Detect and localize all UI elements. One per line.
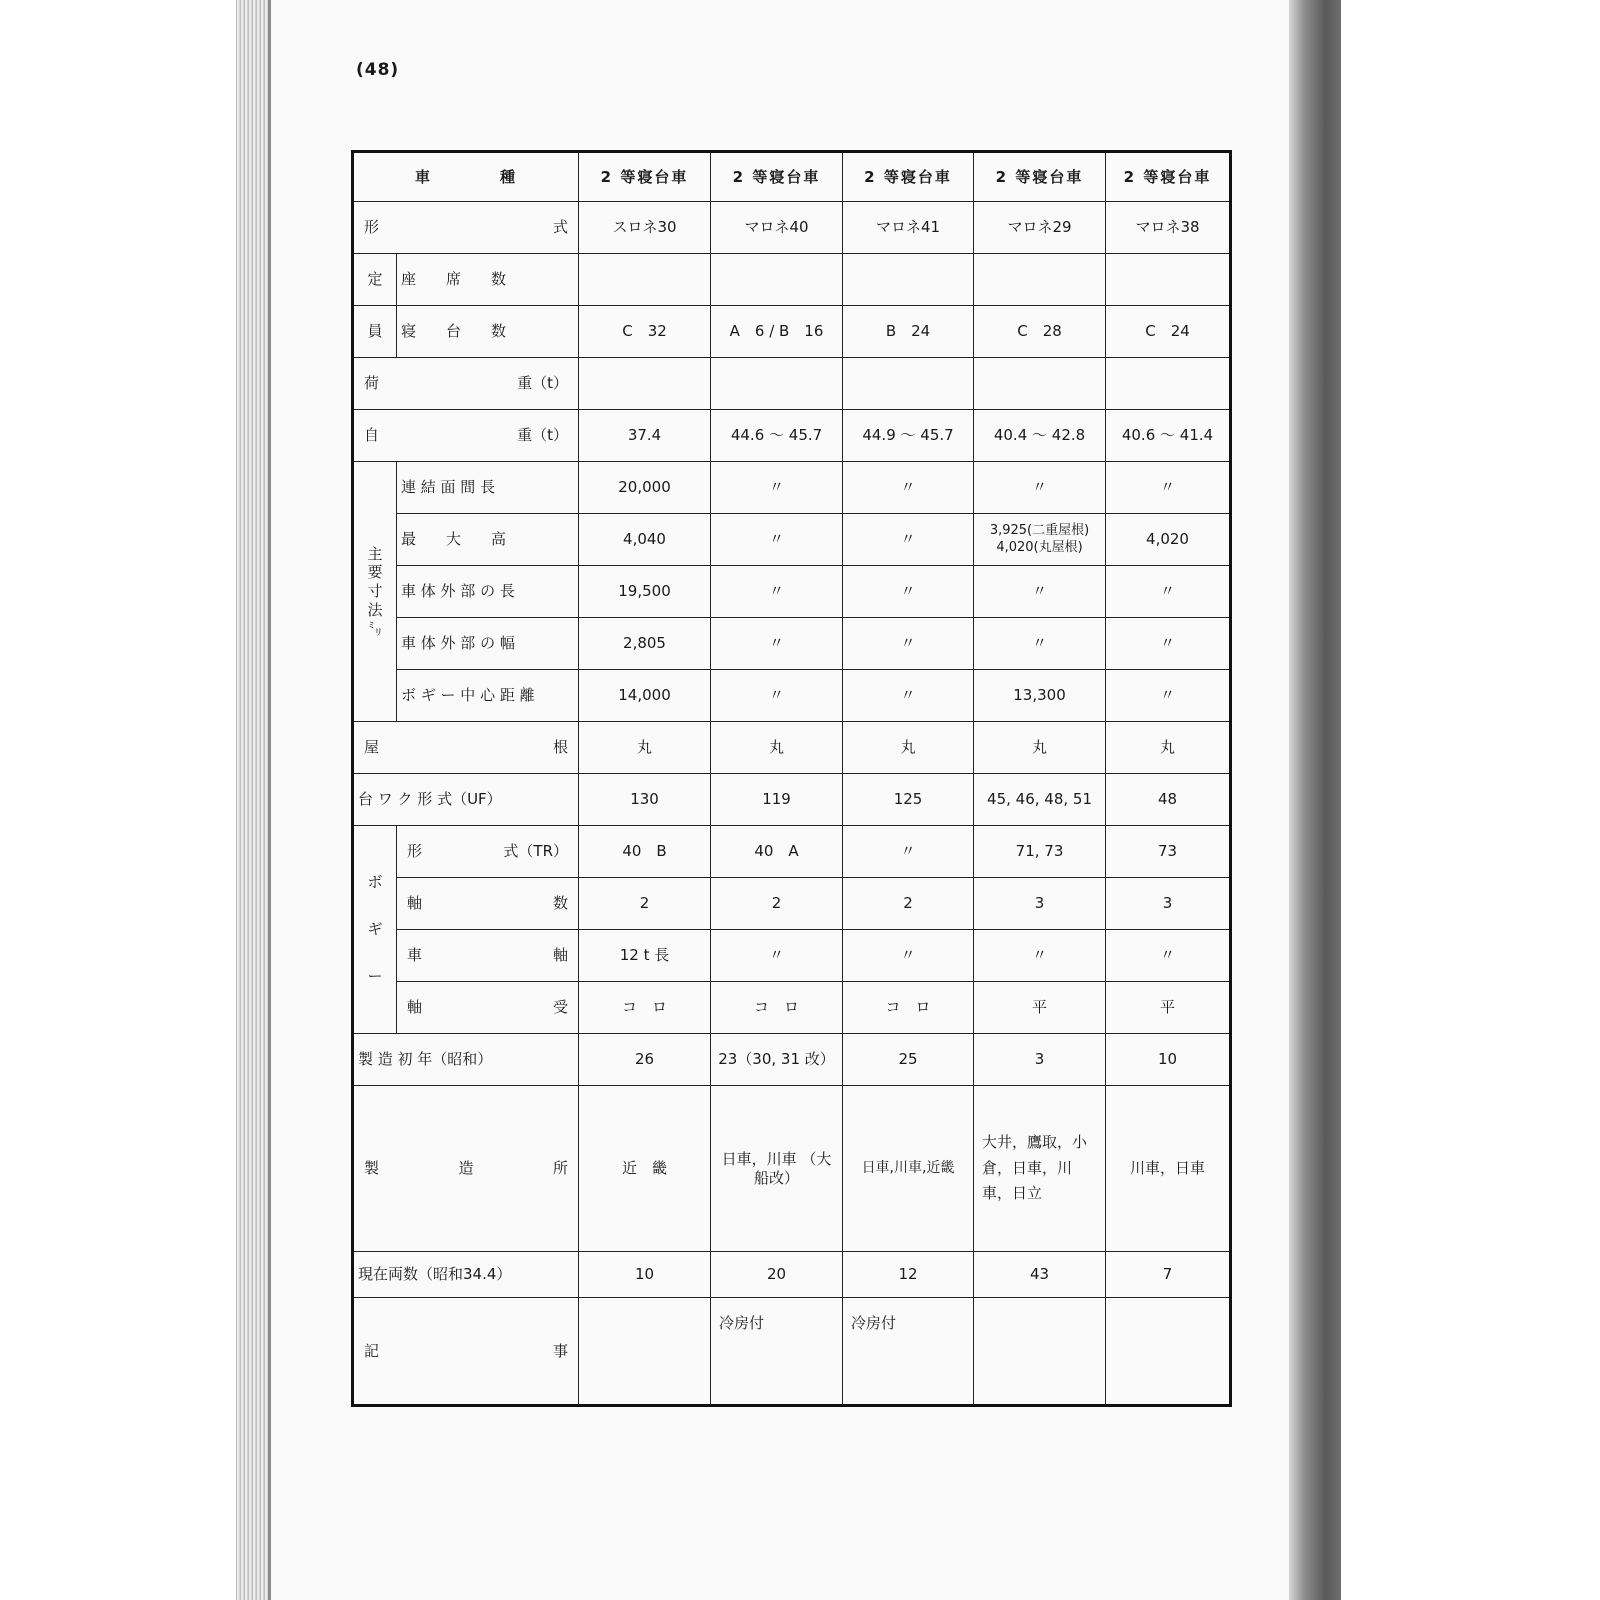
- cell: 2: [579, 878, 711, 930]
- table-row: [353, 1298, 1231, 1406]
- cell: 平: [1106, 982, 1231, 1034]
- cell: 〃: [974, 930, 1106, 982]
- table-row: [353, 202, 1231, 254]
- cell: 2: [711, 878, 843, 930]
- row-label: 最 大 高: [397, 514, 579, 566]
- cell: 14,000: [579, 670, 711, 722]
- cell: 日車，川車 （大船改）: [711, 1086, 843, 1252]
- cell: 〃: [711, 618, 843, 670]
- cell: 4,040: [579, 514, 711, 566]
- cell: [1106, 1298, 1231, 1406]
- cell: マロネ41: [843, 202, 974, 254]
- cell: 40 B: [579, 826, 711, 878]
- cell: 〃: [1106, 462, 1231, 514]
- cell: 73: [1106, 826, 1231, 878]
- cell: 40.4 ～ 42.8: [974, 410, 1106, 462]
- row-label: 製 造 初 年（昭和）: [353, 1034, 579, 1086]
- cell: 〃: [843, 826, 974, 878]
- cell: 丸: [974, 722, 1106, 774]
- table-row: [353, 826, 1231, 878]
- cell: 20,000: [579, 462, 711, 514]
- cell: 冷房付: [711, 1298, 843, 1406]
- cell: [1106, 254, 1231, 306]
- cell: [579, 1298, 711, 1406]
- header-col: 2 等寝台車: [974, 152, 1106, 202]
- cell: 〃: [843, 670, 974, 722]
- cell: 7: [1106, 1252, 1231, 1298]
- cell: 12 t 長: [579, 930, 711, 982]
- cell: コ ロ: [579, 982, 711, 1034]
- table-row: [353, 930, 1231, 982]
- cell: 44.6 ～ 45.7: [711, 410, 843, 462]
- row-label: 車 体 外 部 の 幅: [397, 618, 579, 670]
- cell: 48: [1106, 774, 1231, 826]
- table-row: [353, 722, 1231, 774]
- row-label: 座 席 数: [397, 254, 579, 306]
- page-number: (48): [356, 60, 400, 80]
- table-row: [353, 410, 1231, 462]
- cell: スロネ30: [579, 202, 711, 254]
- cell: 〃: [1106, 566, 1231, 618]
- cell: 13,300: [974, 670, 1106, 722]
- page-shadow: [1289, 0, 1341, 1600]
- table-row: [353, 306, 1231, 358]
- table-row: [353, 774, 1231, 826]
- table-row: [353, 566, 1231, 618]
- spec-table: [351, 150, 1232, 1407]
- table-row: [353, 514, 1231, 566]
- cell: 23（30, 31 改）: [711, 1034, 843, 1086]
- cell: 丸: [711, 722, 843, 774]
- cell: 丸: [843, 722, 974, 774]
- cell: コ ロ: [843, 982, 974, 1034]
- cell: 40 A: [711, 826, 843, 878]
- table-row: [353, 1252, 1231, 1298]
- cell: 近 畿: [579, 1086, 711, 1252]
- cell: 3: [974, 878, 1106, 930]
- row-label: 連 結 面 間 長: [397, 462, 579, 514]
- cell: マロネ38: [1106, 202, 1231, 254]
- cell: 川車，日車: [1106, 1086, 1231, 1252]
- header-row: [353, 152, 1231, 202]
- cell: 44.9 ～ 45.7: [843, 410, 974, 462]
- cell: コ ロ: [711, 982, 843, 1034]
- cell: C 28: [974, 306, 1106, 358]
- cell: 10: [1106, 1034, 1231, 1086]
- row-label: 形 式: [353, 202, 579, 254]
- cell: 125: [843, 774, 974, 826]
- cell: 〃: [843, 930, 974, 982]
- cell: 〃: [843, 618, 974, 670]
- row-label: ボ ギ ー 中 心 距 離: [397, 670, 579, 722]
- row-label: 車 体 外 部 の 長: [397, 566, 579, 618]
- cell: 丸: [579, 722, 711, 774]
- cell: B 24: [843, 306, 974, 358]
- row-label: 記 事: [353, 1298, 579, 1406]
- cell: [579, 358, 711, 410]
- header-col: 2 等寝台車: [1106, 152, 1231, 202]
- cell: 〃: [843, 514, 974, 566]
- cell: マロネ29: [974, 202, 1106, 254]
- row-label: 屋 根: [353, 722, 579, 774]
- cell: 〃: [711, 670, 843, 722]
- table-row: [353, 670, 1231, 722]
- cell: [974, 254, 1106, 306]
- group-label-sunpo: 主 要 寸 法 ㍉: [353, 462, 397, 722]
- cell: [579, 254, 711, 306]
- row-label: 製 造 所: [353, 1086, 579, 1252]
- header-label: 車 種: [353, 152, 579, 202]
- cell: 〃: [1106, 930, 1231, 982]
- table-row: [353, 358, 1231, 410]
- cell: [843, 254, 974, 306]
- cell: 〃: [843, 566, 974, 618]
- cell: 130: [579, 774, 711, 826]
- cell: [974, 358, 1106, 410]
- cell: 2: [843, 878, 974, 930]
- table-row: [353, 878, 1231, 930]
- row-label: 荷 重（t）: [353, 358, 579, 410]
- table-row: [353, 1034, 1231, 1086]
- row-label: 軸 受: [397, 982, 579, 1034]
- cell: 〃: [711, 566, 843, 618]
- cell: [1106, 358, 1231, 410]
- book-spine: [236, 0, 270, 1600]
- cell: 20: [711, 1252, 843, 1298]
- row-label: 軸 数: [397, 878, 579, 930]
- table-row: [353, 618, 1231, 670]
- row-label: 自 重（t）: [353, 410, 579, 462]
- cell: [974, 1298, 1106, 1406]
- cell: 丸: [1106, 722, 1231, 774]
- cell: 45, 46, 48, 51: [974, 774, 1106, 826]
- header-col: 2 等寝台車: [711, 152, 843, 202]
- cell: 〃: [1106, 670, 1231, 722]
- header-col: 2 等寝台車: [843, 152, 974, 202]
- cell: 日車,川車,近畿: [843, 1086, 974, 1252]
- cell: 43: [974, 1252, 1106, 1298]
- cell: [711, 254, 843, 306]
- row-label: 車 軸: [397, 930, 579, 982]
- cell: 25: [843, 1034, 974, 1086]
- cell: マロネ40: [711, 202, 843, 254]
- cell: 26: [579, 1034, 711, 1086]
- cell: 71, 73: [974, 826, 1106, 878]
- group-label-teiin-a: 定: [353, 254, 397, 306]
- cell: 12: [843, 1252, 974, 1298]
- cell: 3: [1106, 878, 1231, 930]
- cell: 119: [711, 774, 843, 826]
- cell: 40.6 ～ 41.4: [1106, 410, 1231, 462]
- cell: 〃: [711, 462, 843, 514]
- row-label: 形 式（TR）: [397, 826, 579, 878]
- cell: C 32: [579, 306, 711, 358]
- cell: 〃: [974, 462, 1106, 514]
- cell: 〃: [974, 566, 1106, 618]
- cell: 10: [579, 1252, 711, 1298]
- cell: 〃: [711, 514, 843, 566]
- group-label-teiin-b: 員: [353, 306, 397, 358]
- cell: C 24: [1106, 306, 1231, 358]
- cell: 平: [974, 982, 1106, 1034]
- cell: [843, 358, 974, 410]
- header-col: 2 等寝台車: [579, 152, 711, 202]
- table-row: [353, 982, 1231, 1034]
- cell: 2,805: [579, 618, 711, 670]
- row-label: 現在両数（昭和34.4）: [353, 1252, 579, 1298]
- cell: [711, 358, 843, 410]
- cell: A 6 / B 16: [711, 306, 843, 358]
- cell: 〃: [843, 462, 974, 514]
- cell: 3,925(二重屋根) 4,020(丸屋根): [974, 514, 1106, 566]
- cell: 〃: [1106, 618, 1231, 670]
- cell: 37.4: [579, 410, 711, 462]
- row-label: 台 ワ ク 形 式（UF）: [353, 774, 579, 826]
- table-row: [353, 462, 1231, 514]
- cell: 4,020: [1106, 514, 1231, 566]
- cell: 大井，鷹取，小倉，日車，川車，日立: [974, 1086, 1106, 1252]
- cell: 19,500: [579, 566, 711, 618]
- table-row: [353, 1086, 1231, 1252]
- table-row: [353, 254, 1231, 306]
- group-label-bogie: ボ ギ ー: [353, 826, 397, 1034]
- cell: 冷房付: [843, 1298, 974, 1406]
- row-label: 寝 台 数: [397, 306, 579, 358]
- cell: 〃: [711, 930, 843, 982]
- cell: 〃: [974, 618, 1106, 670]
- cell: 3: [974, 1034, 1106, 1086]
